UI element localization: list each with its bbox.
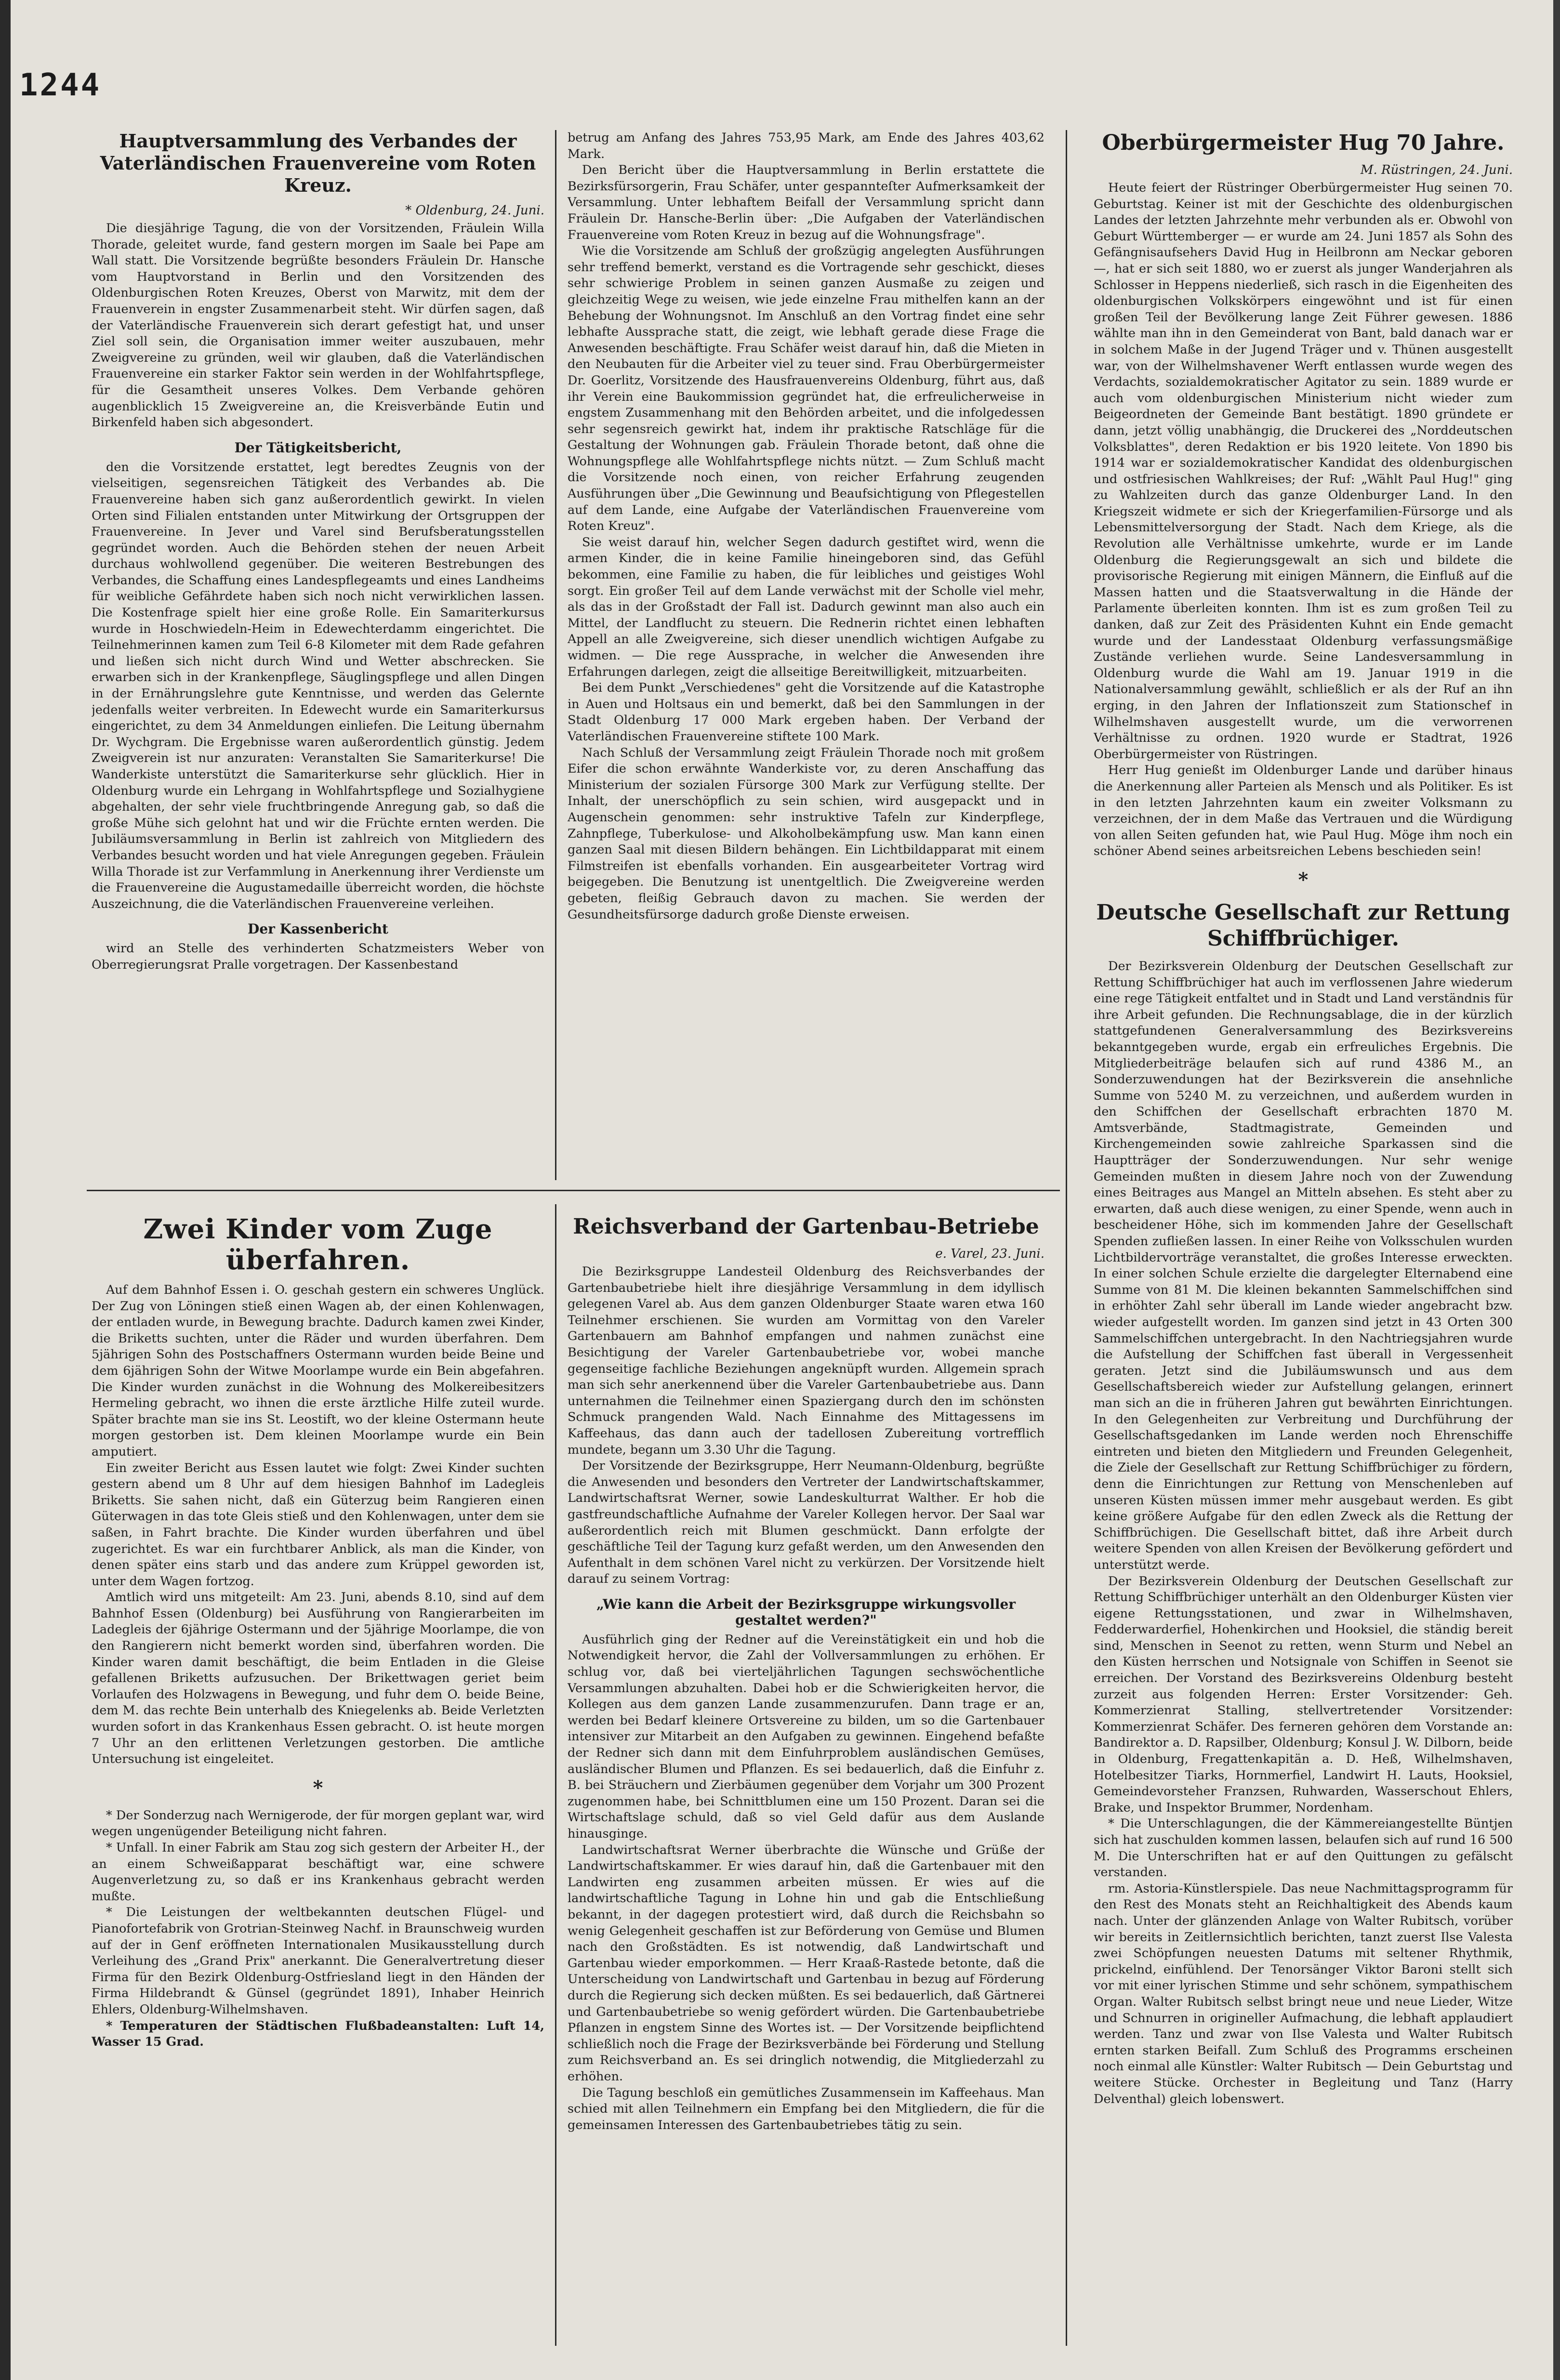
paragraph: Die Bezirksgruppe Landesteil Oldenburg des Reichsverbandes der Gartenbaubetriebe hielt ihre diesjährige Versammlung in dem idyllisch gelegenen Varel ab. Aus dem ganzen Oldenburger Staate waren etwa 160 Teilnehmer erschienen. Sie wurden am Vormittag von den Vareler Gartenbauern am Bahnhof empfangen und nahmen zunächst eine Besichtigung der Vareler Gartenbaubetriebe vor, wobei manche gegenseitige fachliche Beziehungen angeknüpft wurden. Allgemein sprach man sich sehr anerkennend über die Vareler Gartenbaubetriebe aus. Dann unternahmen die Teilnehmer einen Spaziergang durch den im schönsten Schmuck prangenden Wald. Nach Einnahme des Mittagessens im Kaffeehaus, das dann auch der tadellosen Zubereitung vortrefflich mundete, begann um 3.30 Uhr die Tagung. [568,1264,1044,1457]
separator-star: * [1298,868,1309,891]
column-rule [1066,130,1067,2346]
paragraph: Bei dem Punkt „Verschiedenes" geht die Vorsitzende auf die Katastrophe in Auen und Holtsaus ein und bemerkt, daß bei den Sammlungen in der Stadt Oldenburg 17 000 Mark ergeben haben. Der Verband der Vaterländischen Frauenvereine stiftete 100 Mark. [568,681,1044,744]
subheading: Der Kassenbericht [248,921,388,937]
paragraph: wird an Stelle des verhinderten Schatzmeisters Weber von Oberregierungsrat Pralle vorgetragen. Der Kassenbestand [92,941,544,972]
paragraph: * Die Leistungen der weltbekannten deutschen Flügel- und Pianofortefabrik von Grotrian-Steinweg Nachf. in Braunschweig wurden auf der in Genf eröffneten Internationalen Musikausstellung durch Verleihung des „Grand Prix" anerkannt. Die Generalvertretung dieser Firma für den Bezirk Oldenburg-Ostfriesland liegt in den Händen der Firma Hildebrandt & Günsel (gegründet 1891), Inhaber Heinrich Ehlers, Oldenburg-Wilhelmshaven. [92,1905,544,2017]
paragraph: Landwirtschaftsrat Werner überbrachte die Wünsche und Grüße der Landwirtschaftskammer. Er wies darauf hin, daß die Gartenbauer mit den Landwirten eng zusammen arbeiten müssen. Er wies auf die landwirtschaftliche Tagung in Lohne hin und gab die Entschließung bekannt, in der dagegen protestiert wird, daß durch die Reichsbahn so wenig Gelegenheit geschaffen ist zur Beförderung von Gemüse und Blumen nach den Großstädten. Es ist notwendig, daß Landwirtschaft und Gartenbau wieder emporkommen. — Herr Kraaß-Rastede betonte, daß die Unterscheidung von Landwirtschaft und Gartenbau in bezug auf Förderung durch die Regierung sich decken müßten. Es sei bedauerlich, daß Gärtnerei und Gartenbaubetriebe so wenig gefördert würden. Die Gartenbaubetriebe Pflanzen in engstem Sinne des Wortes ist. — Der Vorsitzende beipflichtend schließlich noch die Frage der Bezirksverbände bei Förderung und Stellung zum Reichsverband an. Es sei dringlich notwendig, die Mitgliederzahl zu erhöhen. [568,1842,1044,2084]
scan-edge-right [1553,0,1560,2380]
paragraph: * Der Sonderzug nach Wernigerode, der für morgen geplant war, wird wegen ungenügender Beteiligung nicht fahren. [92,1808,544,1839]
paragraph: Den Bericht über die Hauptversammlung in Berlin erstattete die Bezirksfürsorgerin, Frau Schäfer, unter gespannteſter Aufmerksamkeit der Versammlung. Unter lebhaftem Beifall der Versammlung spricht dann Fräulein Dr. Hansche-Berlin über: „Die Aufgaben der Vaterländischen Frauenvereine vom Roten Kreuz in bezug auf die Wohnungsfrage". [568,163,1044,242]
article-title: Reichsverband der Gartenbau-Betriebe [573,1214,1039,1239]
right-column [1094,130,1513,2336]
paragraph: Der Vorsitzende der Bezirksgruppe, Herr Neumann-Oldenburg, begrüßte die Anwesenden und besonders den Vertreter der Landwirtschaftskammer, Landwirtschaftsrat Werner, sowie Landeskulturrat Walther. Er hob die gastfreundschaftliche Aufnahme der Vareler Kollegen hervor. Der Saal war außerordentlich reich mit Blumen geschmückt. Dann erfolgte der geschäftliche Teil der Tagung kurz gefaßt werden, um den Anwesenden den Aufenthalt in dem schönen Varel nicht zu verkürzen. Der Vorsitzende hielt darauf zu seinem Vortrag: [568,1459,1044,1587]
column-rule [555,1204,556,2346]
paragraph: Sie weist darauf hin, welcher Segen dadurch gestiftet wird, wenn die armen Kinder, die in keine Familie hineingeboren sind, das Gefühl bekommen, eine Familie zu haben, die für leibliches und geistiges Wohl sorgt. Ein großer Teil auf dem Lande verwächst mit der Scholle viel mehr, als das in der Großstadt der Fall ist. Dadurch gewinnt man also auch ein Mittel, der Landflucht zu steuern. Die Rednerin richtet einen lebhaften Appell an alle Zweigvereine, sich dieser unendlich wichtigen Aufgabe zu widmen. — Die rege Aussprache, in welcher die Anwesenden ihre Erfahrungen darlegen, zeigt die allseitige Bereitwilligkeit, mitzuarbeiten. [568,535,1044,679]
article-title: Deutsche Gesellschaft zur Rettung Schiffbrüchiger. [1096,900,1510,951]
paragraph: Heute feiert der Rüstringer Oberbürgermeister Hug seinen 70. Geburtstag. Keiner ist mit der Geschichte des oldenburgischen Landes der letzten Jahrzehnte mehr verbunden als er. Obwohl von Geburt Württemberger — er wurde am 24. Juni 1857 als Sohn des Gefängnisaufsehers David Hug in Heilbronn am Neckar geboren —, hat er sich seit 1880, wo er zuerst als junger Wanderjahren als Schlosser in Heppens niederließ, sich rasch in die Eigenheiten des oldenburgischen Volkskörpers eingewöhnt und ist für einen großen Teil der Bevölkerung lange Zeit Führer gewesen. 1886 wählte man ihn in den Gemeinderat von Bant, bald danach war er in solchem Maße in der Jugend Träger und v. Thünen ausgestellt war, von der Wilhelmshavener Werft entlassen wurde wegen des Verdachts, sozialdemokratischer Agitator zu sein. 1889 wurde er auch vom oldenburgischen Ministerium nicht wieder zum Beigeordneten der Gemeinde Bant bestätigt. 1890 gründete er dann, jetzt völlig unabhängig, die Druckerei des „Norddeutschen Volksblattes", deren Redaktion er bis 1920 leitete. Von 1890 bis 1914 war er sozialdemokratischer Kandidat des oldenburgischen und ostfriesischen Wahlkreises; der Ruf: „Wählt Paul Hug!" ging zu Wahlzeiten durch das ganze Oldenburger Land. In den Kriegszeit widmete er sich der Kriegerfamilien-Fürsorge und als Lebensmittelversorgung der Stadt. Nach dem Kriege, als die Revolution alle Verhältnisse umkehrte, wurde er im Lande Oldenburg die Regierungsgewalt an sich und bildete die provisorische Regierung mit einigen Männern, die Einfluß auf die Massen hatten und die Staatsverwaltung in die Hände der Parlamente überleiten konnten. Ihm ist es zum großen Teil zu danken, daß zur Zeit des Präsidenten Kuhnt ein Ende gemacht wurde und der Landesstaat Oldenburg verfassungsmäßige Zustände verliehen wurde. Seine Landesversammlung in Oldenburg wurde die Wahl am 19. Januar 1919 in die Nationalversammlung gewählt, schließlich er als der Ruf an ihn erging, in den Jahren der Inflationszeit zum Stationschef in Wilhelmshaven ausgestellt wurde, um die verworrenen Verhältnisse zu ordnen. 1920 wurde er Stadtrat, 1926 Oberbürgermeister von Rüstringen. [1094,181,1513,762]
subheading: Der Tätigkeitsbericht, [234,439,402,456]
dateline: * Oldenburg, 24. Juni. [405,203,544,218]
article-frauenverein-continued [568,130,1044,1166]
paragraph: Amtlich wird uns mitgeteilt: Am 23. Juni, abends 8.10, sind auf dem Bahnhof Essen (Oldenburg) bei Ausführung von Rangierarbeiten im Ladegleis der 6jährige Ostermann und der 5jährige Moorlampe, die von den Rangierern nicht bemerkt worden sind, überfahren worden. Die Kinder waren damit beschäftigt, die beim Entladen in die Gleise gefallenen Briketts aufzusuchen. Der Brikettwagen geriet beim Vorlaufen des Holzwagens in Bewegung, und fuhr dem O. beide Beine, dem M. das rechte Bein unterhalb des Kniegelenks ab. Beide Verletzten wurden sofort in das Krankenhaus Essen gebracht. O. ist heute morgen 7 Uhr an den erlittenen Verletzungen gestorben. Die amtliche Untersuchung ist eingeleitet. [92,1590,544,1767]
article-frauenverein [92,130,544,1166]
dateline: M. Rüstringen, 24. Juni. [1360,163,1513,177]
dateline: e. Varel, 23. Juni. [935,1247,1044,1261]
paragraph: * Unfall. In einer Fabrik am Stau zog sich gestern der Arbeiter H., der an einem Schweißapparat beschäftigt war, eine schwere Augenverletzung zu, so daß er ins Krankenhaus gebracht werden mußte. [92,1841,544,1904]
paragraph: Wie die Vorsitzende am Schluß der großzügig angelegten Ausführungen sehr treffend bemerkt, verstand es die Vortragende sehr geschickt, dieses sehr schwierige Problem in seinen ganzen Ausmaße zu zeigen und gleichzeitig Wege zu weisen, wie jede einzelne Frau mithelfen kann an der Behebung der Wohnungsnot. Im Anschluß an den Vortrag findet eine sehr lebhafte Aussprache statt, die zeigt, wie lebhaft gerade diese Frage die Anwesenden beschäftigte. Frau Schäfer weist darauf hin, daß die Mieten in den Neubauten für die Arbeiter viel zu teuer sind. Frau Oberbürgermeister Dr. Goerlitz, Vorsitzende des Hausfrauenvereins Oldenburg, führt aus, daß ihr Verein eine Baukommission gegründet hat, die erfreulicherweise in engstem Zusammenhang mit den Behörden arbeitet, und die infolgedessen sehr segensreich gewirkt hat, indem ihr praktische Ratschläge für die Gestaltung der Wohnungen gab. Fräulein Thorade betont, daß ohne die Wohnungspflege alle Wohlfahrtspflege nichts nützt. — Zum Schluß macht die Vorsitzende noch einen, von reicher Erfahrung zeugenden Ausführungen über „Die Gewinnung und Beaufsichtigung von Pflegestellen auf dem Lande, eine Aufgabe der Vaterländischen Frauenvereine vom Roten Kreuz". [568,244,1044,534]
paragraph: Auf dem Bahnhof Essen i. O. geschah gestern ein schweres Unglück. Der Zug von Löningen stieß einen Wagen ab, der einen Kohlenwagen, der entladen wurde, in Bewegung brachte. Dadurch kamen zwei Kinder, die Briketts suchten, unter die Räder und wurden überfahren. Dem 5jährigen Sohn des Postschaffners Ostermann wurden beide Beine und dem 6jährigen Sohn der Witwe Moorlampe wurde ein Bein abgefahren. Die Kinder wurden zunächst in die Wohnung des Molkereibesitzers Hermeling gebracht, wo ihnen die erste ärztliche Hilfe zuteil wurde. Später brachte man sie ins St. Leostift, wo der kleine Ostermann heute morgen gestorben ist. Dem kleinen Moorlampe wurde ein Bein amputiert. [92,1283,544,1459]
separator-star: * [313,1776,323,1799]
article-gartenbau [568,1214,1044,2336]
paragraph: Die diesjährige Tagung, die von der Vorsitzenden, Fräulein Willa Thorade, geleitet wurde, fand gestern morgen im Saale bei Pape am Wall statt. Die Vorsitzende begrüßte besonders Fräulein Dr. Hansche vom Hauptvorstand in Berlin und den Vorsitzenden des Oldenburgischen Roten Kreuzes, Oberst von Marwitz, mit dem der Frauenverein in engster Zusammenarbeit steht. Wir dürfen sagen, daß der Vaterländische Frauenverein sich derart gefestigt hat, und unser Ziel soll sein, die Organisation immer weiter auszubauen, mehr Zweigvereine zu gründen, weil wir glauben, daß die Vaterländischen Frauenvereine ein starker Faktor sein werden in der Wohlfahrtspflege, für die Gesamtheit unseres Volkes. Dem Verbande gehören augenblicklich 15 Zweigvereine an, die Kreisverbände Eutin und Birkenfeld haben sich abgesondert. [92,221,544,430]
article-title: Zwei Kinder vom Zuge überfahren. [143,1214,493,1276]
paragraph: Ausführlich ging der Redner auf die Vereinstätigkeit ein und hob die Notwendigkeit hervor, die Zahl der Vollversammlungen zu erhöhen. Er schlug vor, daß bei vierteljährlichen Tagungen sechswöchentliche Versammlungen abzuhalten. Dabei hob er die Schwierigkeiten hervor, die Kollegen aus dem ganzen Lande zusammenzurufen. Dann trage er an, werden bei Bedarf kleinere Ortsvereine zu bilden, um so die Gartenbauer intensiver zur Mitarbeit an den Aufgaben zu gewinnen. Eingehend befaßte der Redner sich dann mit dem Einfuhrproblem ausländischen Gemüses, ausländischer Blumen und Pflanzen. Es sei bedauerlich, daß die Einfuhr z. B. bei Sträuchern und Zierbäumen gegenüber dem Vorjahr um 300 Prozent zugenommen habe, bei Schnittblumen eine um 150 Prozent. Daran sei die Wirtschaftslage schuld, daß so viel Geld dafür aus dem Auslande hinausginge. [568,1632,1044,1841]
paragraph: Der Bezirksverein Oldenburg der Deutschen Gesellschaft zur Rettung Schiffbrüchiger unterhält an den Oldenburger Küsten vier eigene Rettungsstationen, und zwar in Wilhelmshaven, Fedderwarderfiel, Hohenkirchen und Hooksiel, die ständig bereit sind, Menschen in Seenot zu retten, wenn Sturm und Nebel an den Küsten herrschen und Notsignale von Schiffen in Seenot sie erreichen. Der Vorstand des Bezirksvereins Oldenburg besteht zurzeit aus folgenden Herren: Erster Vorsitzender: Geh. Kommerzienrat Stalling, stellvertretender Vorsitzender: Kommerzienrat Schäfer. Des ferneren gehören dem Vorstande an: Bandirektor a. D. Rapsilber, Oldenburg; Konsul J. W. Dilborn, beide in Oldenburg, Fregattenkapitän a. D. Heß, Wilhelmshaven, Hotelbesitzer Tiarks, Hornmerfiel, Landwirt H. Lauts, Hooksiel, Gemeindevorsteher Franzsen, Ruhwarden, Wasserschout Ehlers, Brake, und Inspektor Brummer, Nordenham. [1094,1574,1513,1815]
paragraph: * Temperaturen der Städtischen Flußbadeanstalten: Luft 14, Wasser 15 Grad. [92,2018,544,2050]
paragraph: * Die Unterschlagungen, die der Kämmereiangestellte Büntjen sich hat zuschulden kommen lassen, belaufen sich auf rund 16 500 M. Die Unterschriften hat er auf den Quittungen zu gefälscht verstanden. [1094,1816,1513,1880]
paragraph: Herr Hug genießt im Oldenburger Lande und darüber hinaus die Anerkennung aller Parteien als Mensch und als Politiker. Es ist in den letzten Jahrzehnten kaum ein zweiter Volksmann zu verzeichnen, der in dem Maße das Vertrauen und die Würdigung von allen Seiten gefunden hat, wie Paul Hug. Möge ihm noch ein schöner Abend seines arbeitsreichen Lebens beschieden sein! [1094,763,1513,859]
paragraph: betrug am Anfang des Jahres 753,95 Mark, am Ende des Jahres 403,62 Mark. [568,131,1044,161]
paragraph: Nach Schluß der Versammlung zeigt Fräulein Thorade noch mit großem Eifer die schon erwähnte Wanderkiste vor, zu deren Anschaffung das Ministerium der sozialen Fürsorge 300 Mark zur Verfügung stellte. Der Inhalt, der unerschöpflich zu sein schien, wird ausgepackt und in Augenschein genommen: sehr instruktive Tafeln zur Kinderpflege, Zahnpflege, Tuberkulose- und Alkoholbekämpfung usw. Man kann einen ganzen Saal mit diesen Bildern behängen. Ein Lichtbildapparat mit einem Filmstreifen ist ebenfalls vorhanden. Ein ausgearbeiteter Vortrag wird beigegeben. Die Benutzung ist unentgeltlich. Die Zweigvereine werden gebeten, fleißig Gebrauch davon zu machen. Sie werden der Gesundheitsfürsorge dadurch große Dienste erweisen. [568,745,1044,922]
article-title: Oberbürgermeister Hug 70 Jahre. [1102,131,1505,155]
paragraph: den die Vorsitzende erstattet, legt beredtes Zeugnis von der vielseitigen, segensreichen Tätigkeit des Verbandes ab. Die Frauenvereine haben sich ganz außerordentlich gewirkt. In vielen Orten sind Filialen entstanden unter Mitwirkung der Ortsgruppen der Frauenvereine. In Jever und Varel sind Berufsberatungsstellen gegründet worden. Auch die Behörden stehen der neuen Arbeit durchaus wohlwollend gegenüber. Die weiteren Bestrebungen des Verbandes, die Schaffung eines Landespflegeamts und eines Landheims für weibliche Gefährdete haben sich noch nicht verwirklichen lassen. Die Kostenfrage spielt hier eine große Rolle. Ein Samariterkursus wurde in Hoschwiedeln-Heim in Edewechterdamm eingerichtet. Die Teilnehmerinnen kamen zum Teil 6-8 Kilometer mit dem Rade gefahren und ließen sich nicht durch Wind und Wetter abschrecken. Sie erwarben sich in der Krankenpflege, Säuglingspflege und allen Dingen in der Ernährungslehre gute Kenntnisse, und werden das Gelernte jedenfalls weiter verbreiten. In Edewecht wurde ein Samariterkursus eingerichtet, zu dem 34 Anmeldungen einliefen. Die Leitung übernahm Dr. Wychgram. Die Ergebnisse waren außerordentlich günstig. Jedem Zweigverein ist nur anzuraten: Veranstalten Sie Samariterkurse! Die Wanderkiste unterstützt die Samariterkurse sehr glücklich. Hier in Oldenburg wurde ein Lehrgang in Wohlfahrtspflege und Sozialhygiene abgehalten, der sehr viele fruchtbringende Anregung gab, so daß die große Mühe sich gelohnt hat und wir die Früchte ernten werden. Die Jubiläumsversammlung in Berlin ist zahlreich von Mitgliedern des Verbandes besucht worden und hat viele Anregungen gegeben. Fräulein Willa Thorade ist zur Verfammlung in Anerkennung ihrer Verdienste um die Frauenvereine die Augustamedaille überreicht worden, die höchste Auszeichnung, die die Vaterländischen Frauenvereine verleihen. [92,460,544,911]
section-rule [87,1190,1060,1191]
page-number: 1244 [19,67,102,103]
subheading: „Wie kann die Arbeit der Bezirksgruppe wirkungsvoller gestaltet werden?" [596,1596,1016,1628]
scan-edge-left [0,0,11,2380]
article-title: Hauptversammlung des Verbandes der Vaterländischen Frauenvereine vom Roten Kreuz. [100,130,536,196]
paragraph: Der Bezirksverein Oldenburg der Deutschen Gesellschaft zur Rettung Schiffbrüchiger hat auch im verflossenen Jahre wiederum eine rege Tätigkeit entfaltet und in Stadt und Land verständnis für ihre Arbeit gefunden. Die Rechnungsablage, die in der kürzlich stattgefundenen Generalversammlung des Bezirksvereins bekanntgegeben wurde, ergab ein erfreuliches Ergebnis. Die Mitgliederbeiträge belaufen sich auf rund 4386 M., an Sonderzuwendungen hat der Bezirksverein die ansehnliche Summe von 5240 M. zu verzeichnen, und außerdem wurden in den Schiffchen der Gesellschaft erbrachten 1870 M. Amtsverbände, Stadtmagistrate, Gemeinden und Kirchengemeinden sowie zahlreiche Sparkassen sind die Hauptträger der Sonderzuwendungen. Nur sehr wenige Gemeinden mußten in diesem Jahre noch von der Zuwendung eines Beitrages aus Mangel an Mitteln absehen. Es steht aber zu erwarten, daß auch diese wenigen, zu einer Spende, wenn auch in bescheidener Höhe, sich im kommenden Jahre der Gesellschaft Spenden zufließen lassen. In einer Reihe von Volksschulen wurden Lichtbildervorträge veranstaltet, die großes Interesse erweckten. In einer solchen Schule erzielte die dargelegter Elternabend eine Summe von 81 M. Die kleinen bekannten Sammelschiffchen sind in erhöhter Zahl sehr überall im Lande wieder angebracht bzw. wieder aufgestellt worden. Im ganzen sind jetzt in 43 Orten 300 Sammelschiffchen untergebracht. In den Nachtriegsjahren wurde die Aufstellung der Schiffchen fast überall in Vergessenheit geraten. Jetzt sind die Jubiläumswunsch und aus dem Gesellschaftsbereich wieder zur Aufstellung gelangen, erinnert man sich an die in früheren Jahren gut bewährten Einrichtungen. In den Gelegenheiten zur Verbreitung und Durchführung der Gesellschaftsgedanken im Lande werden noch Ehrenschiffe eintreten und bieten den Mitgliedern und Freunden Gelegenheit, die Ziele der Gesellschaft zur Rettung Schiffbrüchiger zu fördern, denn die Einrichtungen zur Rettung von Menschenleben auf unseren Küsten müssen immer mehr ausgebaut werden. Es gibt keine größere Aufgabe für den edlen Zweck als die Rettung der Schiffbrüchigen. Die Gesellschaft bittet, daß ihre Arbeit durch weitere Spenden von allen Kreisen der Bevölkerung gefördert und unterstützt werde. [1094,959,1513,1572]
article-kinder-zug [92,1214,544,2336]
paragraph: rm. Astoria-Künstlerspiele. Das neue Nachmittagsprogramm für den Rest des Monats steht an Reichhaltigkeit des Abends kaum nach. Unter der glänzenden Anlage von Walter Rubitsch, vorüber wir bereits in Zeitlernsichtlich berichten, tanzt zuerst Ilse Valesta zwei Schöpfungen neuesten Datums mit seltener Rhythmik, prickelnd, einfühlend. Der Tenorsänger Viktor Baroni stellt sich vor mit einer lyrischen Stimme und sehr schönem, sympathischem Organ. Walter Rubitsch selbst bringt neue und neue Lieder, Witze und Schnurren in origineller Aufmachung, die lebhaft applaudiert werden. Tanz und zwar von Ilse Valesta und Walter Rubitsch ernten starken Beifall. Zum Schluß des Programms erscheinen noch einmal alle Künstler: Walter Rubitsch — Dein Geburtstag und weitere Stücke. Orchester in Begleitung und Tanz (Harry Delventhal) gleich lobenswert. [1094,1881,1513,2106]
paragraph: Die Tagung beschloß ein gemütliches Zusammensein im Kaffeehaus. Man schied mit allen Teilnehmern ein Empfang bei den Mitgliedern, die für die gemeinsamen Interessen des Gartenbaubetriebes tätig zu sein. [568,2085,1044,2132]
column-rule [555,130,556,1180]
paragraph: Ein zweiter Bericht aus Essen lautet wie folgt: Zwei Kinder suchten gestern abend um 8 Uhr auf dem hiesigen Bahnhof im Ladegleis Briketts. Sie sahen nicht, daß ein Güterzug beim Rangieren einen Güterwagen in das tote Gleis stieß und den Kohlenwagen, unter dem sie saßen, in Fahrt brachte. Die Kinder wurden überfahren und übel zugerichtet. Es war ein furchtbarer Anblick, als man die Kinder, von denen später eins starb und das andere zum Krüppel geworden ist, unter dem Wagen fortzog. [92,1460,544,1589]
